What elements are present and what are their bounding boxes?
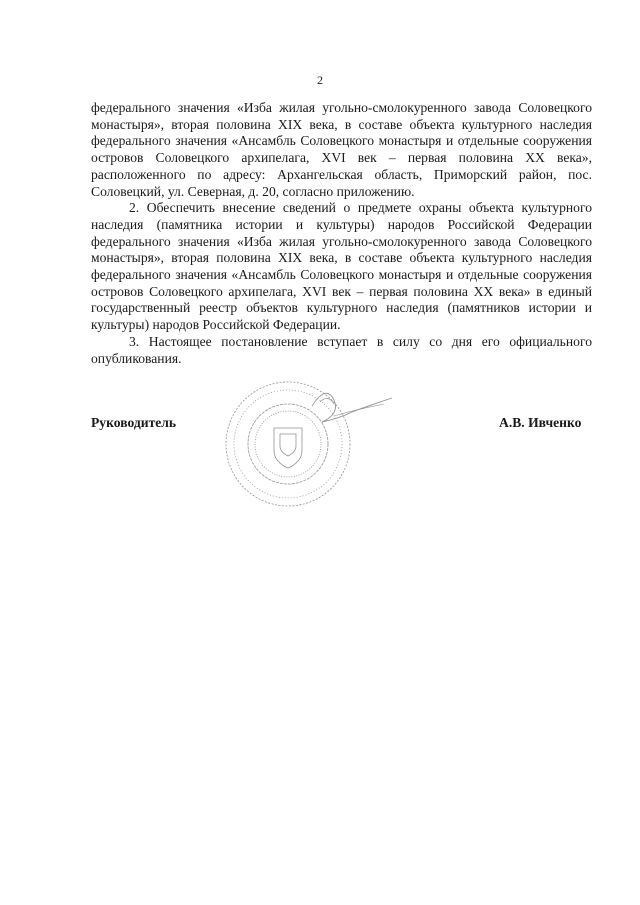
- paragraph-item-3: 3. Настоящее постановление вступает в силу со дня его официального опубликования.: [91, 333, 592, 366]
- paragraph-item-2: 2. Обеспечить внесение сведений о предмете охраны объекта культурного наследия (памятника истории и культуры) народов Российской Федерации федерального значения «Изба жилая угольно-смолокуренного завода Соловецкого монастыря», вторая половина XIX века, в составе объекта культурного наследия федерального значения «Ансамбль Соловецкого монастыря и отдельные сооружения островов Соловецкого архипелага, XVI век – первая половина XX века» в единый государственный реестр объектов культурного наследия (памятников истории и культуры) народов Российской Федерации.: [91, 200, 592, 333]
- document-body: [91, 100, 592, 367]
- signature-title: Руководитель: [91, 415, 177, 430]
- page-number: 2: [317, 73, 323, 87]
- signatory-name: А.В. Ивченко: [499, 415, 582, 430]
- paragraph-continuation: федерального значения «Изба жилая угольно-смолокуренного завода Соловецкого монастыря», вторая половина XIX века, в составе объекта культурного наследия федерального значения «Ансамбль Соловецкого монастыря и отдельные сооружения островов Соловецкого архипелага, XVI век – первая половина XX века», расположенного по адресу: Архангельская область, Приморский район, пос. Соловецкий, ул. Северная, д. 20, согласно приложению.: [91, 100, 592, 199]
- official-seal-stamp-icon: [216, 372, 396, 517]
